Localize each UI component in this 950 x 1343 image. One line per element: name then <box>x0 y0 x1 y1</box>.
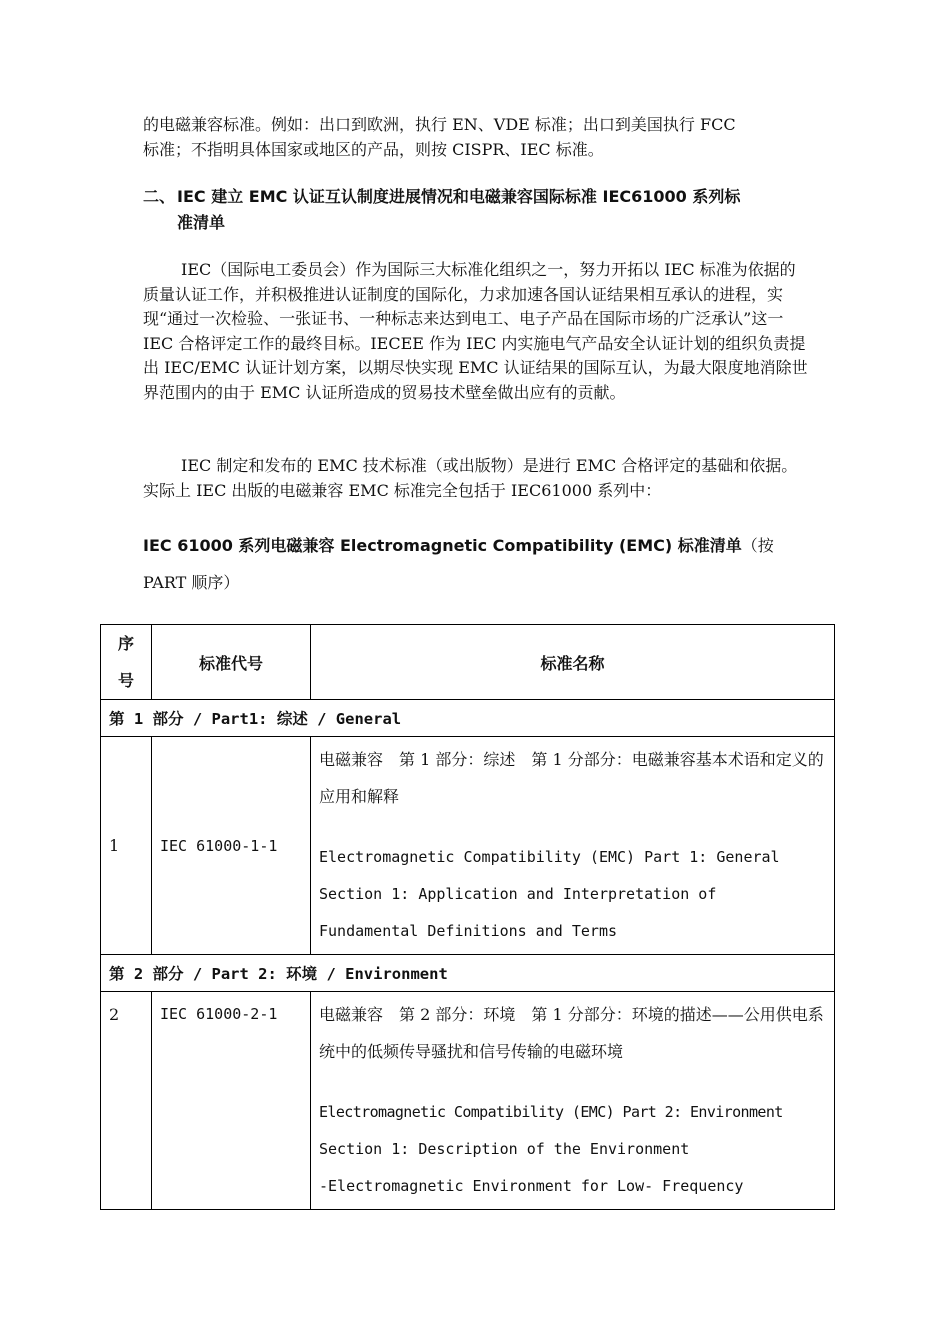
row-no: 2 <box>101 992 152 1210</box>
row-name-en-line-3: Fundamental Definitions and Terms <box>319 922 618 940</box>
row-no: 1 <box>101 737 152 955</box>
intro-line-2: 标准；不指明具体国家或地区的产品，则按 CISPR、IEC 标准。 <box>143 139 604 159</box>
row-code: IEC 61000-1-1 <box>152 737 311 955</box>
row-name <box>311 992 835 1210</box>
row-name-cn: 电磁兼容 第 1 部分：综述 第 1 分部分：电磁兼容基本术语和定义的应用和解释 <box>319 750 824 806</box>
table-row <box>101 737 835 955</box>
table-header-row <box>101 625 835 700</box>
row-name <box>311 737 835 955</box>
header-code: 标准代号 <box>152 625 311 700</box>
table-title-rest: （按 <box>741 536 774 555</box>
table-row <box>101 992 835 1210</box>
row-name-en <box>319 1094 828 1205</box>
table-title-bold: IEC 61000 系列电磁兼容 Electromagnetic Compatibility (EMC) 标准清单 <box>143 536 742 555</box>
intro-line-1: 的电磁兼容标准。例如：出口到欧洲，执行 EN、VDE 标准；出口到美国执行 FCC <box>143 115 736 134</box>
paragraph-iec-certification: IEC（国际电工委员会）作为国际三大标准化组织之一，努力开拓以 IEC 标准为依据的质量认证工作，并积极推进认证制度的国际化，力求加速各国认证结果相互承认的进程，实现“通过一次检验、一张证书、一种标志来达到电工、电子产品在国际市场的广泛承认”这一 IEC 合格评定工作的最终目标。IECEE 作为 IEC 内实施电气产品安全认证计划的组织负责提出 IEC/EMC 认证计划方案，以期尽快实现 EMC 认证结果的国际互认，为最大限度地消除世界范围内的由于 EMC 认证所造成的贸易技术壁垒做出应有的贡献。 <box>143 260 808 402</box>
row-name-en-line-1: Electromagnetic Compatibility (EMC) Part 1: General <box>319 848 780 866</box>
section-heading <box>143 184 813 236</box>
row-name-en-line-2: Section 1: Description of the Environment <box>319 1140 690 1158</box>
row-name-en-line-2: Section 1: Application and Interpretation of <box>319 885 717 903</box>
row-name-en-line-1: Electromagnetic Compatibility (EMC) Part 2: Environment <box>319 1103 783 1121</box>
section-title-line-1: IEC 建立 EMC 认证互认制度进展情况和电磁兼容国际标准 IEC61000 系列标 <box>177 187 741 206</box>
paragraph-iec-standards: IEC 制定和发布的 EMC 技术标准（或出版物）是进行 EMC 合格评定的基础和依据。实际上 IEC 出版的电磁兼容 EMC 标准完全包括于 IEC61000 系列中： <box>143 456 798 500</box>
table-title <box>143 533 823 559</box>
intro-paragraph <box>143 113 808 162</box>
section-label: 第 1 部分 / Part1: 综述 / General <box>101 700 835 737</box>
section-number: 二、 <box>143 187 176 206</box>
section-row-part2 <box>101 955 835 992</box>
row-name-en-line-3: -Electromagnetic Environment for Low- Frequency <box>319 1177 744 1195</box>
header-no-bottom: 号 <box>117 671 134 690</box>
header-name: 标准名称 <box>311 625 835 700</box>
row-name-cn: 电磁兼容 第 2 部分：环境 第 1 分部分：环境的描述——公用供电系统中的低频传导骚扰和信号传输的电磁环境 <box>319 1005 824 1061</box>
header-no <box>101 625 152 700</box>
row-name-en <box>319 839 828 950</box>
section-label: 第 2 部分 / Part 2: 环境 / Environment <box>101 955 835 992</box>
standards-table <box>100 624 835 1210</box>
row-code: IEC 61000-2-1 <box>152 992 311 1210</box>
header-no-top: 序 <box>117 634 134 653</box>
section-title-line-2: 准清单 <box>177 213 226 232</box>
section-row-part1 <box>101 700 835 737</box>
table-title-line-2: PART 顺序） <box>143 573 240 592</box>
